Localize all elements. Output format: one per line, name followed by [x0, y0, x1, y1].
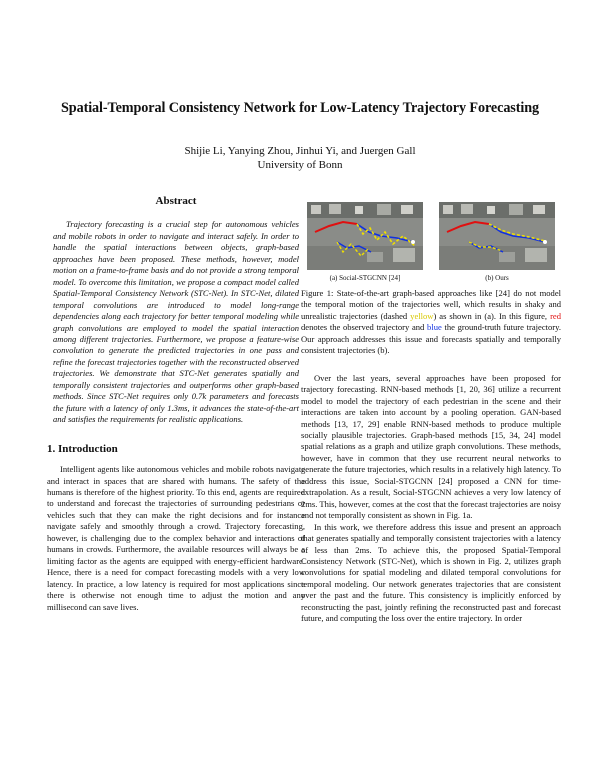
subfigure-b-caption: (b) Ours	[485, 274, 509, 282]
figure-caption: Figure 1: State-of-the-art graph-based approaches like [24] do not model the temporal motion of the trajectories well, which results in shaky and unrealistic trajectories (dashed yellow) as shown in (a). In this figure, red denotes the observed trajectory and blue the ground-truth future trajectory. Our approach addresses this issue and forecasts spatially and temporally consistent trajectories (b).	[301, 288, 561, 356]
intro-paragraph: Intelligent agents like autonomous vehicles and mobile robots navigate and interact in spaces that are shared with humans. The safety of the humans is therefore of the highest priority. To this end, agents are required to understand and forecast the trajectories of surrounding pedestrians or vehicles such that they can make the right decisions and for instance navigate safely and smoothly through a crowd. Trajectory forecasting, however, is challenging due to the complex behavior and interactions of humans in crowds. Furthermore, the available resources will always be a limiting factor as the agents are equipped with energy-efficient hardware. Hence, there is a need for compact forecasting models with a very low latency. In practice, a low latency is required for most applications since there is otherwise not enough time to adjust the motion and any millisecond can save lives.	[47, 464, 305, 612]
left-column	[47, 196, 305, 613]
caption-red-word: red	[550, 310, 561, 321]
right-column	[301, 202, 561, 625]
intro-heading: 1. Introduction	[47, 442, 118, 455]
authors: Shijie Li, Yanying Zhou, Jinhui Yi, and Juergen Gall	[184, 145, 416, 157]
figure-image-a	[307, 202, 423, 270]
paper-title: Spatial-Temporal Consistency Network for Low-Latency Trajectory Forecasting	[61, 100, 539, 116]
right-paragraph-1: Over the last years, several approaches have been proposed for trajectory forecasting. RNN-based methods [1, 20, 36] utilize a recurrent model to model the trajectory of each pedestrian in the scene and their interactions are taken into account by a pooling operation. GAN-based methods [13, 17, 29] enable RNN-based methods to produce multiple socially plausible trajectories. Graph-based methods [15, 34, 24] model spatial relations as a graph and utilize graph convolutions. These methods, however, have in common that they use recurrent neural networks to generate the future trajectories, which results in a relatively high latency. To address this issue, Social-STGCNN [24] proposed a CNN for time-extrapolation. As a result, Social-STGCNN achieves a very low latency of 2ms. This, however, comes at the cost that the forecast trajectories are noisy and not temporally consistent as shown in Fig. 1a.	[301, 372, 561, 521]
abstract-heading: Abstract	[155, 195, 197, 207]
caption-yellow-word: yellow	[410, 310, 434, 321]
right-paragraph-2: In this work, we therefore address this issue and present an approach that generates spatially and temporally consistent trajectories with a latency of less than 2ms. To achieve this, the proposed Spatial-Temporal Consistency Network (STC-Net), which is shown in Fig. 2, utilizes graph convolutions for spatial modeling and dilated temporal convolutions for temporal modeling. Our network generates trajectories that are consistent over the past and the future. This consistency is implicitly enforced by reconstructing the past, jointly refining the reconstructed past and forecast future, and computing the loss over the entire trajectory. In order	[301, 521, 561, 624]
subfigure-a	[307, 202, 423, 283]
affiliation: University of Bonn	[257, 159, 343, 171]
author-block	[0, 144, 600, 172]
figure-image-b	[439, 202, 555, 270]
subfigure-a-caption: (a) Social-STGCNN [24]	[329, 274, 401, 282]
caption-blue-word: blue	[427, 322, 442, 333]
subfigure-b	[439, 202, 555, 283]
abstract-text: Trajectory forecasting is a crucial step for autonomous vehicles and mobile robots in order to navigate and interact safely. In order to handle the spatial interactions between objects, graph-based approaches have been proposed. These methods, however, model motion on a frame-to-frame basis and do not provide a strong temporal model. To overcome this limitation, we propose a compact model called Spatial-Temporal Consistency Network (STC-Net). In STC-Net, dilated temporal convolutions are introduced to model long-range dependencies along each trajectory for better temporal modeling while graph convolutions are employed to model the spatial interaction among different trajectories. Furthermore, we propose a feature-wise convolution to generate the predicted trajectories in one pass and refine the forecast trajectories together with the reconstructed observed trajectories. We demonstrate that STC-Net generates spatially and temporally consistent trajectories and outperforms other graph-based methods. Since STC-Net requires only 0.7k parameters and forecasts the future with a latency of only 1.3ms, it advances the state-of-the-art and satisfies the requirements for realistic applications.	[53, 219, 299, 425]
figure-1	[301, 202, 561, 283]
